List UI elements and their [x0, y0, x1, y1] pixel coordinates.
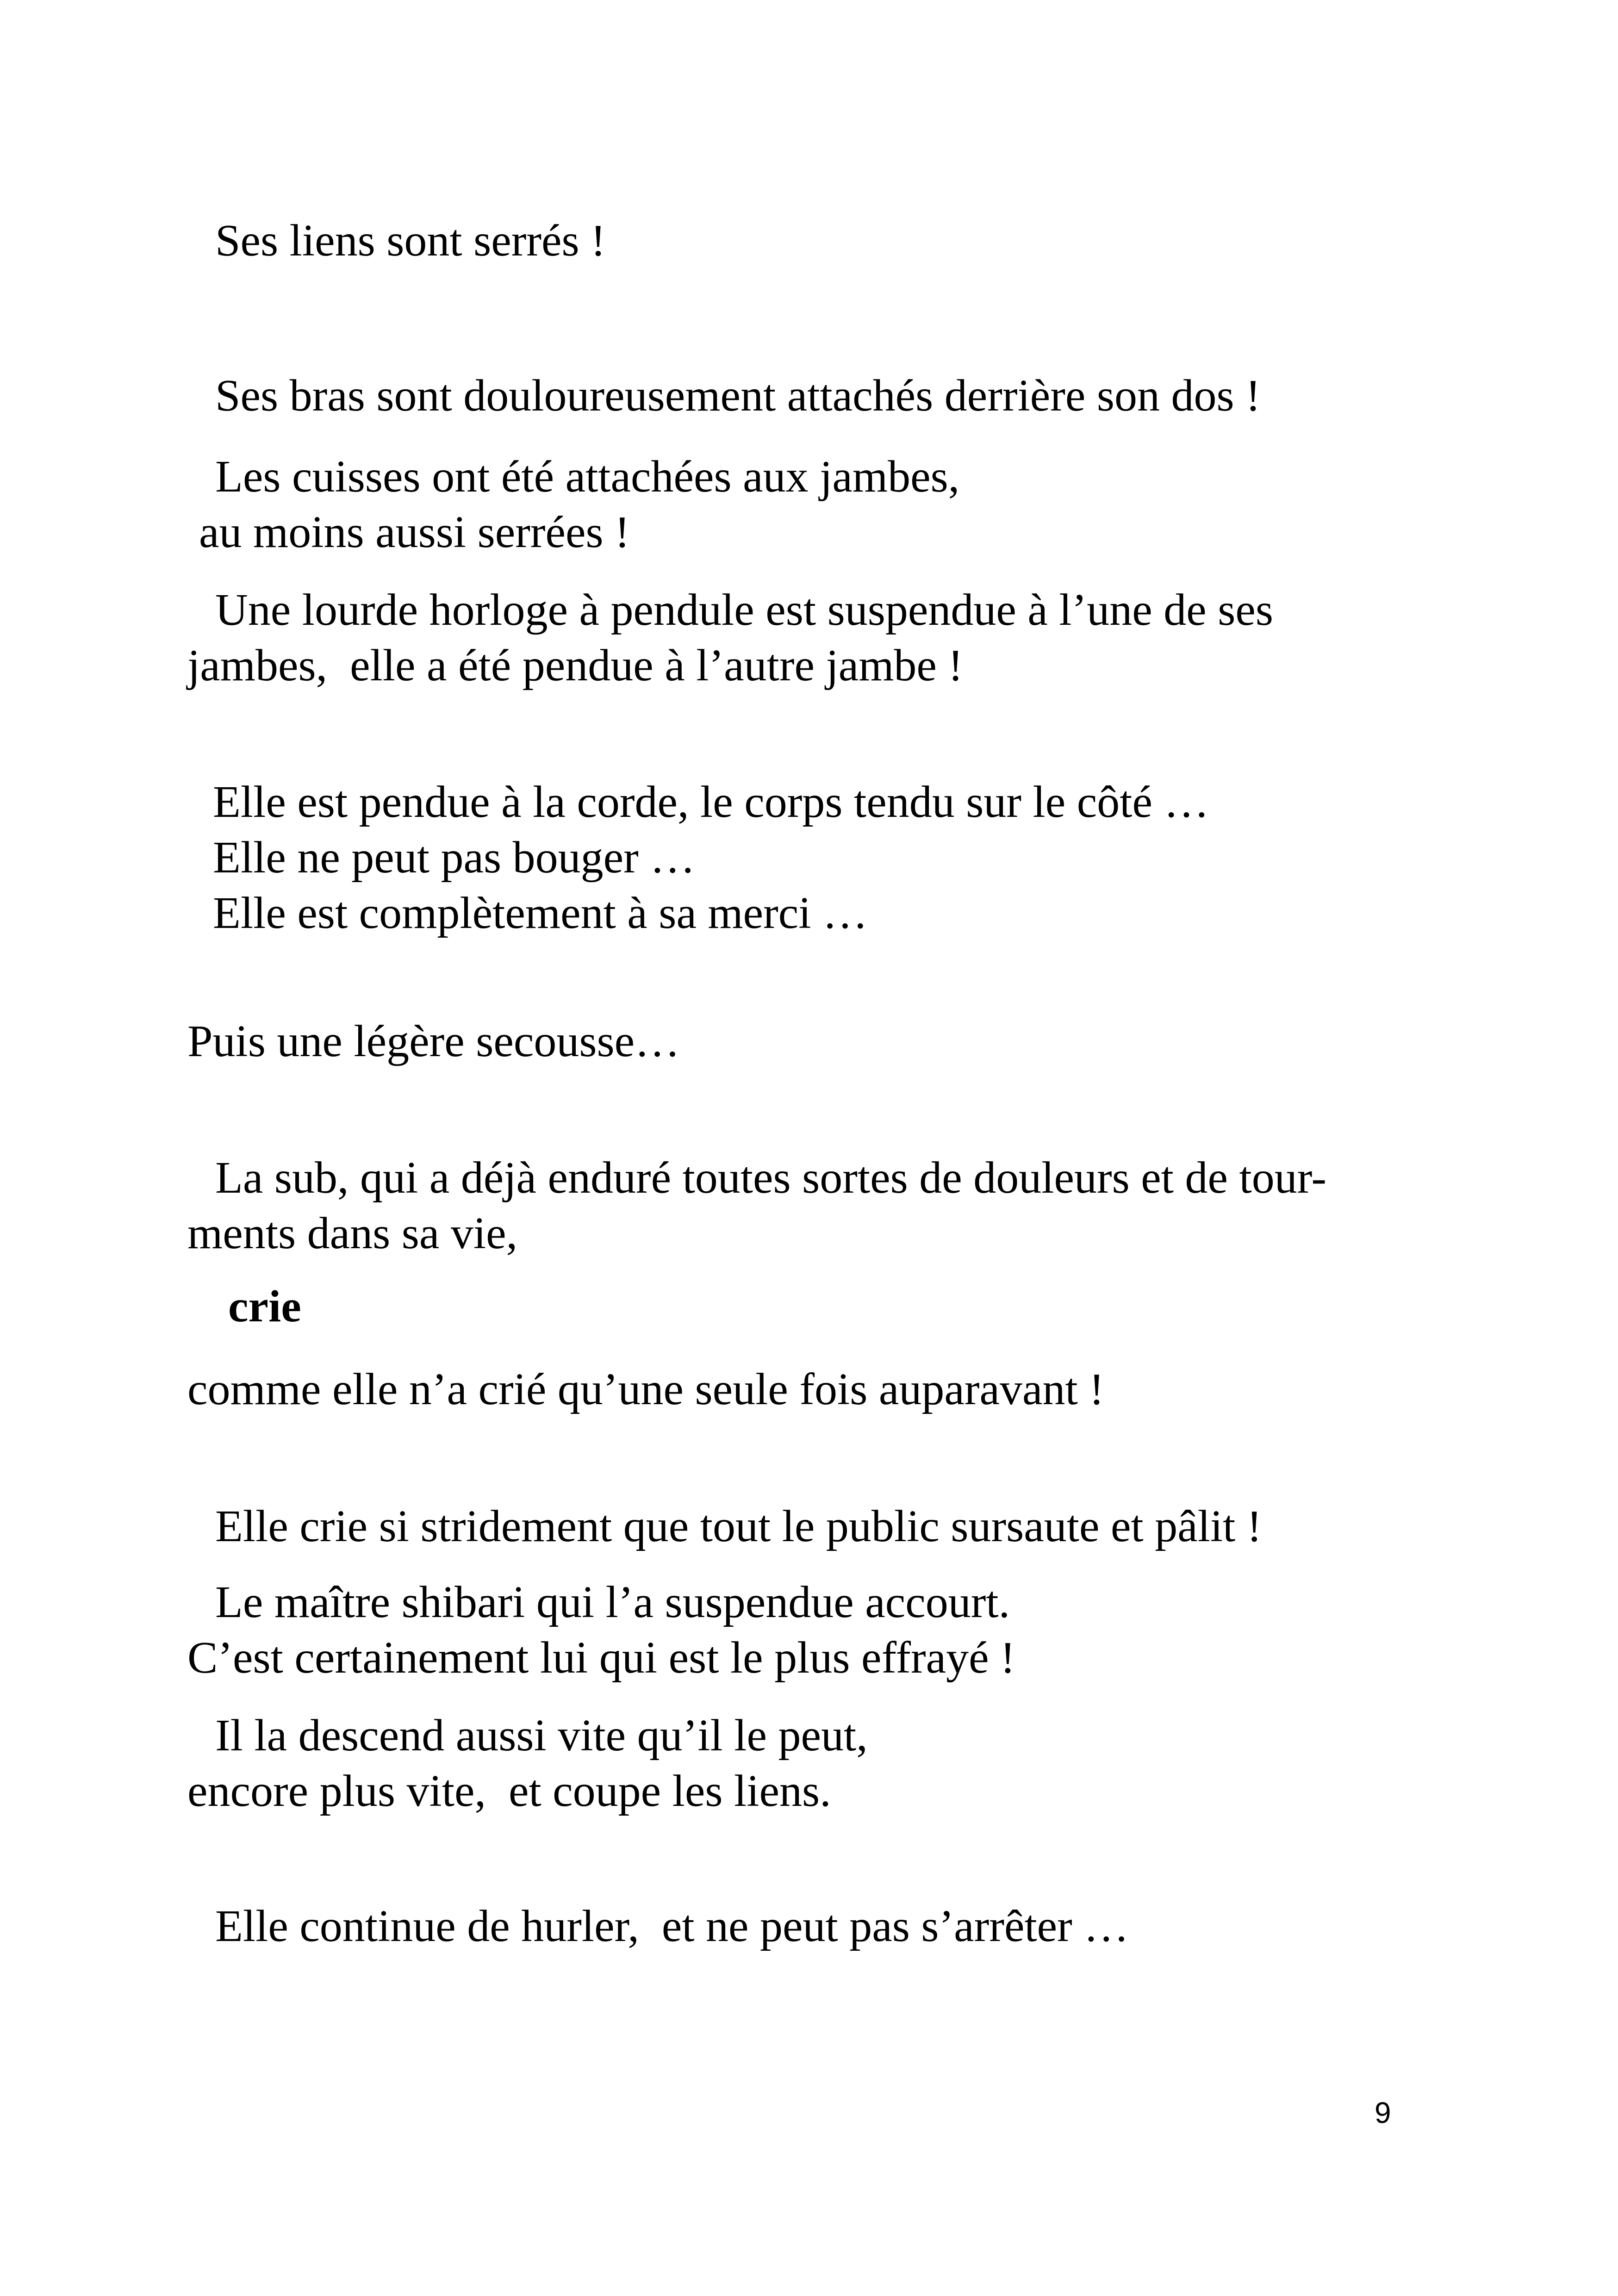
paragraph-line: Elle est pendue à la corde, le corps tendu sur le côté …	[213, 777, 1209, 827]
paragraph-line: au moins aussi serrées !	[199, 507, 630, 557]
paragraph-line: Une lourde horloge à pendule est suspendue à l’une de ses	[215, 585, 1273, 635]
paragraph-line: jambes, elle a été pendue à l’autre jambe !	[187, 641, 964, 691]
paragraph-line: Ses liens sont serrés !	[215, 216, 606, 266]
paragraph-line: Puis une légère secousse…	[187, 1016, 680, 1066]
paragraph-line: ments dans sa vie,	[187, 1208, 518, 1258]
paragraph-line: Le maître shibari qui l’a suspendue accourt.	[215, 1577, 1010, 1627]
page-number: 9	[1375, 2096, 1391, 2129]
paragraph-line: Elle crie si stridement que tout le public sursaute et pâlit !	[215, 1501, 1262, 1551]
paragraph-line: encore plus vite, et coupe les liens.	[187, 1766, 831, 1816]
paragraph-line: Il la descend aussi vite qu’il le peut,	[215, 1711, 868, 1761]
paragraph-line: Elle est complètement à sa merci …	[213, 888, 868, 938]
paragraph-line: Elle ne peut pas bouger …	[213, 833, 696, 883]
paragraph-line: La sub, qui a déjà enduré toutes sortes de douleurs et de tour-	[215, 1153, 1327, 1203]
paragraph-line: Elle continue de hurler, et ne peut pas s’arrêter …	[215, 1901, 1129, 1951]
paragraph-line: comme elle n’a crié qu’une seule fois auparavant !	[187, 1364, 1104, 1414]
paragraph-line: Ses bras sont douloureusement attachés derrière son dos !	[215, 371, 1261, 421]
paragraph-line: C’est certainement lui qui est le plus effrayé !	[187, 1633, 1015, 1683]
emphasized-word: crie	[228, 1282, 301, 1332]
paragraph-line: Les cuisses ont été attachées aux jambes,	[215, 452, 960, 502]
